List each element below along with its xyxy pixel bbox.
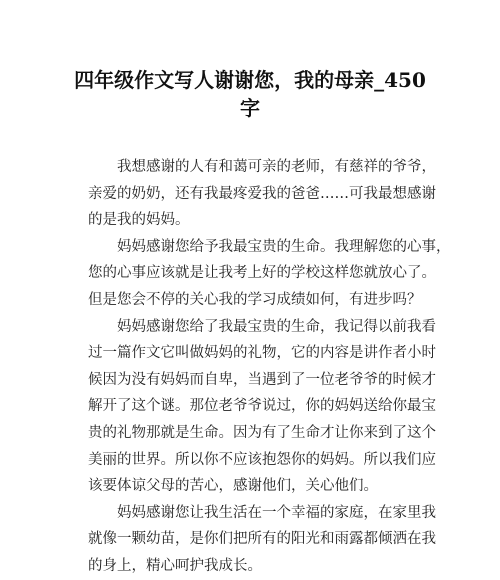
text-line: 贵的礼物那就是生命。因为有了生命才让你来到了这个 [88,424,436,441]
text-line: 候因为没有妈妈而自卑，当遇到了一位老爷爷的时候才 [88,371,436,388]
text-line: 该要体谅父母的苦心，感谢他们，关心他们。 [88,478,378,495]
text-line: 亲爱的奶奶，还有我最疼爱我的爸爸……可我最想感谢 [88,185,436,202]
title-line: 字 [240,96,260,120]
text-line: 解开了这个谜。那位老爷爷说过，你的妈妈送给你最宝 [88,398,436,415]
text-line: 的身上，精心呵护我成长。 [88,557,262,574]
document-title [70,66,430,122]
text-line: 的是我的妈妈。 [88,212,190,229]
text-line: 美丽的世界。所以你不应该抱怨你的妈妈。所以我们应 [88,451,436,468]
text-line: 就像一颗幼苗，是你们把所有的阳光和雨露都倾洒在我 [88,531,436,548]
text-line: 过一篇作文它叫做妈妈的礼物，它的内容是讲作者小时 [88,345,436,362]
text-line: 您的心事应该就是让我考上好的学校这样您就放心了。 [88,265,436,282]
essay-body [88,154,451,580]
text-line: 妈妈感谢您给了我最宝贵的生命，我记得以前我看 [117,318,436,335]
text-line: 妈妈感谢您让我生活在一个幸福的家庭，在家里我 [117,504,436,521]
text-line: 妈妈感谢您给予我最宝贵的生命。我理解您的心事， [117,238,451,255]
text-line: 但是您会不停的关心我的学习成绩如何，有进步吗？ [88,291,422,308]
text-line: 我想感谢的人有和蔼可亲的老师，有慈祥的爷爷， [117,159,436,175]
title-line: 四年级作文写人谢谢您，我的母亲_450 [74,68,426,92]
